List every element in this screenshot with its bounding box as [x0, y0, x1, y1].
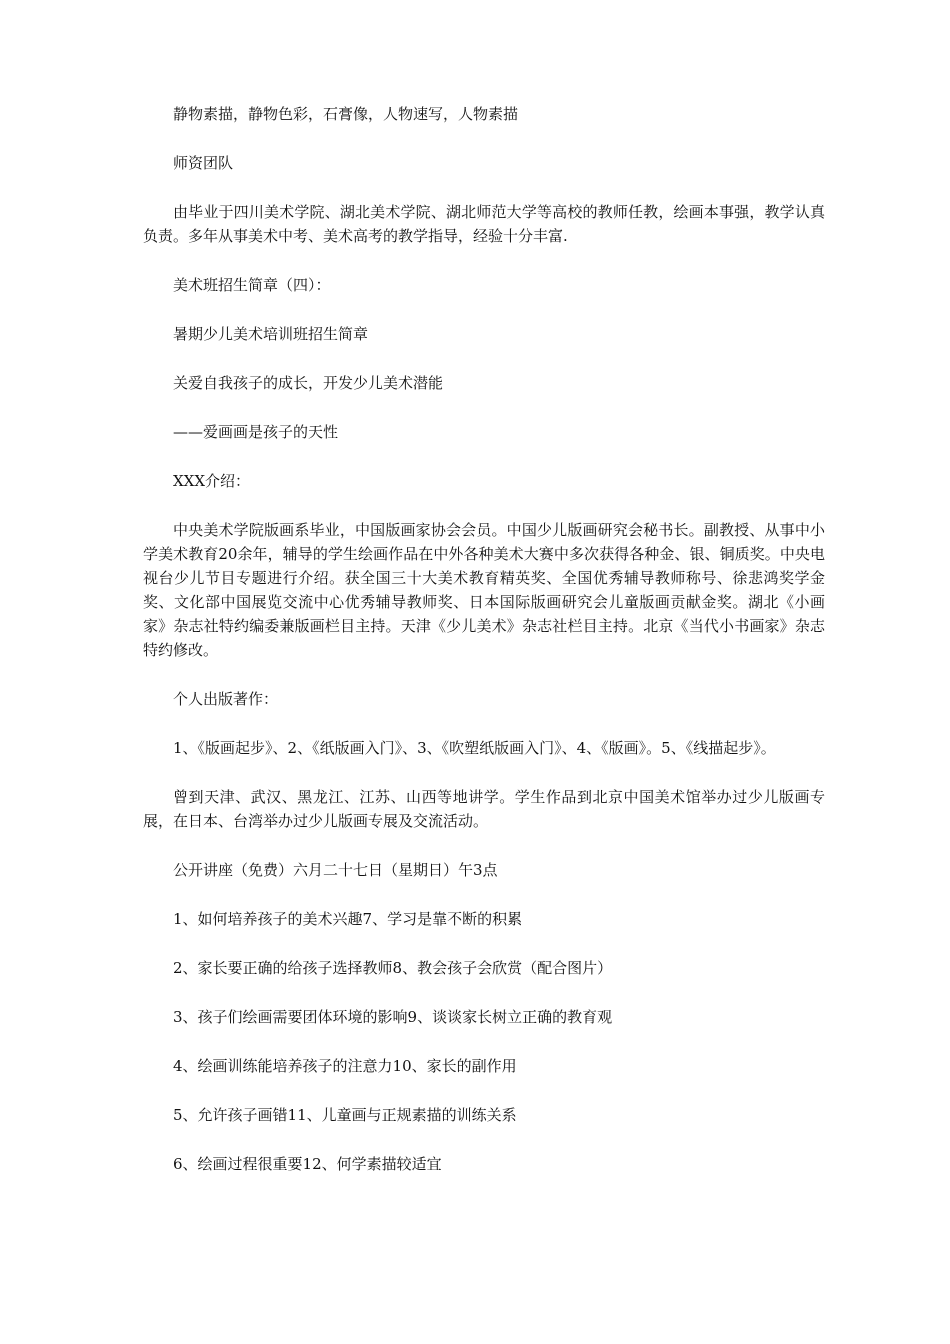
paragraph-publications-list: 1、《版画起步》、2、《纸版画入门》、3、《吹塑纸版画入门》、4、《版画》。5、《线描起步》。	[173, 739, 776, 757]
paragraph-intro-heading: XXX介绍：	[173, 472, 251, 490]
paragraph-section-title: 美术班招生简章（四）：	[173, 276, 331, 294]
paragraph-faculty-heading: 师资团队	[173, 154, 234, 172]
paragraph-lectures-exhibitions: 曾到天津、武汉、黑龙江、江苏、山西等地讲学。学生作品到北京中国美术馆举办过少儿版画专展，在日本、台湾举办过少儿版画专展及交流活动。	[143, 788, 825, 830]
paragraph-subslogan: ——爱画画是孩子的天性	[173, 423, 339, 441]
paragraph-topic-4: 4、绘画训练能培养孩子的注意力10、家长的副作用	[173, 1057, 517, 1075]
paragraph-topic-6: 6、绘画过程很重要12、何学素描较适宜	[173, 1155, 442, 1173]
paragraph-slogan: 关爱自我孩子的成长，开发少儿美术潜能	[173, 374, 444, 392]
paragraph-faculty-description: 由毕业于四川美术学院、湖北美术学院、湖北师范大学等高校的教师任教，绘画本事强，教学认真负责。多年从事美术中考、美术高考的教学指导，经验十分丰富.	[143, 203, 825, 245]
paragraph-courses: 静物素描，静物色彩，石膏像，人物速写，人物素描	[173, 105, 519, 123]
paragraph-topic-2: 2、家长要正确的给孩子选择教师8、教会孩子会欣赏（配合图片）	[173, 959, 613, 977]
paragraph-topic-3: 3、孩子们绘画需要团体环境的影响9、谈谈家长树立正确的教育观	[173, 1008, 613, 1026]
paragraph-topic-5: 5、允许孩子画错11、儿童画与正规素描的训练关系	[173, 1106, 517, 1124]
document-body	[143, 102, 825, 1201]
paragraph-public-lecture: 公开讲座（免费）六月二十七日（星期日）午3点	[173, 861, 498, 879]
paragraph-intro-bio: 中央美术学院版画系毕业，中国版画家协会会员。中国少儿版画研究会秘书长。副教授、从事中小学美术教育20余年，辅导的学生绘画作品在中外各种美术大赛中多次获得各种金、银、铜质奖。中央电视台少儿节目专题进行介绍。获全国三十大美术教育精英奖、全国优秀辅导教师称号、徐悲鸿奖学金奖、文化部中国展览交流中心优秀辅导教师奖、日本国际版画研究会儿童版画贡献金奖。湖北《小画家》杂志社特约编委兼版画栏目主持。天津《少儿美术》杂志社栏目主持。北京《当代小书画家》杂志特约修改。	[143, 521, 825, 659]
paragraph-program-title: 暑期少儿美术培训班招生简章	[173, 325, 369, 343]
paragraph-topic-1: 1、如何培养孩子的美术兴趣7、学习是靠不断的积累	[173, 910, 523, 928]
paragraph-publications-heading: 个人出版著作：	[173, 690, 279, 708]
